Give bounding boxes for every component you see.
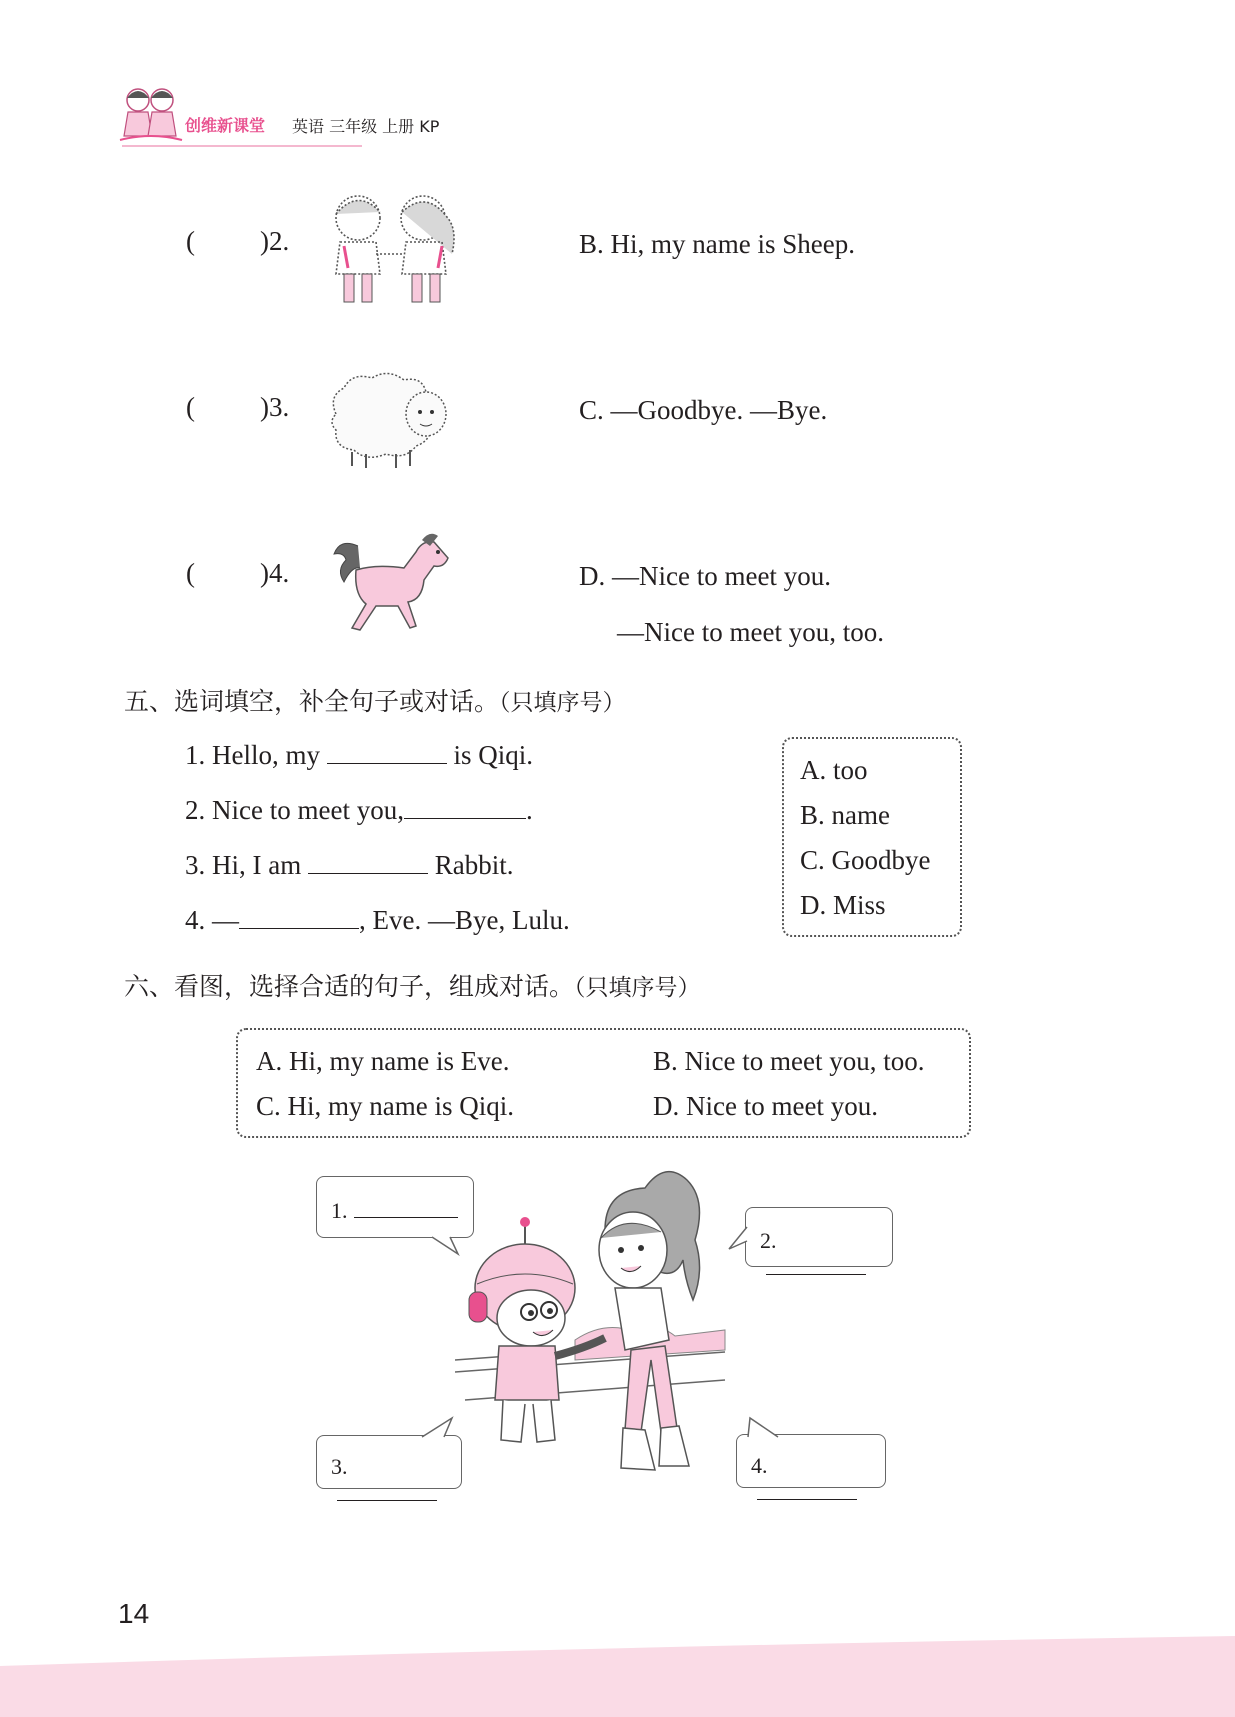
answer-blank[interactable] (308, 847, 428, 874)
sentence-text: 2. Nice to meet you, (185, 795, 404, 825)
section5-heading: 五、选词填空，补全句子或对话。 (124, 687, 500, 716)
option-b: B. Hi, my name is Sheep. (579, 229, 855, 259)
speech-bubble-3 (316, 1435, 462, 1489)
qiqi-and-eve-illustration (455, 1160, 735, 1490)
sheep-picture (322, 366, 458, 474)
answer-paren-open[interactable]: ( (186, 558, 195, 588)
option-c: C. —Goodbye. —Bye. (579, 395, 828, 425)
sentence-option-d: D. Nice to meet you. (653, 1091, 878, 1121)
sentence-option-b: B. Nice to meet you, too. (653, 1046, 925, 1076)
section6-note: （只填序号） (574, 975, 701, 1001)
boy-girl-handshake-picture (318, 188, 468, 306)
bubble-2-tail (727, 1225, 749, 1251)
header-logo-kids (118, 82, 184, 146)
item-number: )3. (260, 392, 290, 422)
section5-title (124, 682, 626, 718)
book-subject: 英语 三年级 上册 KP (292, 117, 440, 136)
answer-blank[interactable] (757, 1479, 857, 1500)
sentence-text: Rabbit. (434, 850, 514, 880)
word-choice-box (782, 737, 962, 937)
match-item-4 (186, 558, 306, 598)
answer-blank[interactable] (337, 1480, 437, 1501)
answer-blank[interactable] (239, 902, 359, 929)
answer-paren-open[interactable]: ( (186, 392, 195, 422)
sentence-text: 3. Hi, I am (185, 850, 302, 880)
brand-name: 创维新课堂 (185, 116, 266, 135)
page-number: 14 (118, 1598, 150, 1629)
speech-bubble-1 (316, 1176, 474, 1238)
match-item-2 (186, 226, 306, 266)
answer-blank[interactable] (766, 1254, 866, 1275)
sentence-text: 1. Hello, my (185, 740, 320, 770)
speech-bubble-4 (736, 1434, 886, 1488)
choice-c: C. Goodbye (800, 845, 931, 875)
choice-a: A. too (800, 755, 868, 785)
bubble-number: 3. (331, 1454, 348, 1479)
item-number: )2. (260, 226, 290, 256)
section5-sentence-4 (185, 902, 570, 936)
section5-sentence-3 (185, 847, 513, 881)
section5-note: （只填序号） (499, 690, 626, 716)
bubble-number: 4. (751, 1453, 768, 1478)
sentence-text: 4. — (185, 905, 239, 935)
sentence-text: . (525, 795, 533, 825)
choice-b: B. name (800, 800, 890, 830)
sentence-option-a: A. Hi, my name is Eve. (256, 1046, 510, 1076)
sentence-options-box (236, 1028, 971, 1138)
section6-title (124, 967, 701, 1003)
match-item-3 (186, 392, 306, 432)
bubble-4-tail (746, 1416, 780, 1438)
speech-bubble-2 (745, 1207, 893, 1267)
bubble-3-tail (420, 1416, 454, 1438)
bubble-1-tail (432, 1236, 462, 1256)
footer-band (0, 1636, 1235, 1717)
sentence-option-c: C. Hi, my name is Qiqi. (256, 1091, 514, 1121)
horse-picture (326, 530, 460, 648)
answer-blank[interactable] (354, 1197, 458, 1218)
section5-sentence-1 (185, 737, 533, 771)
choice-d: D. Miss (800, 890, 886, 920)
section6-heading: 六、看图，选择合适的句子，组成对话。 (124, 972, 575, 1001)
option-d-reply: —Nice to meet you, too. (617, 617, 884, 647)
header-divider (122, 145, 362, 147)
item-number: )4. (260, 558, 290, 588)
section5-sentence-2 (185, 792, 533, 826)
answer-blank[interactable] (404, 792, 526, 819)
answer-blank[interactable] (327, 737, 447, 764)
option-d: D. —Nice to meet you. (579, 561, 831, 591)
sentence-text: is Qiqi. (453, 740, 534, 770)
answer-paren-open[interactable]: ( (186, 226, 195, 256)
bubble-number: 1. (331, 1198, 348, 1223)
sentence-text: , Eve. —Bye, Lulu. (359, 905, 570, 935)
bubble-number: 2. (760, 1228, 777, 1253)
